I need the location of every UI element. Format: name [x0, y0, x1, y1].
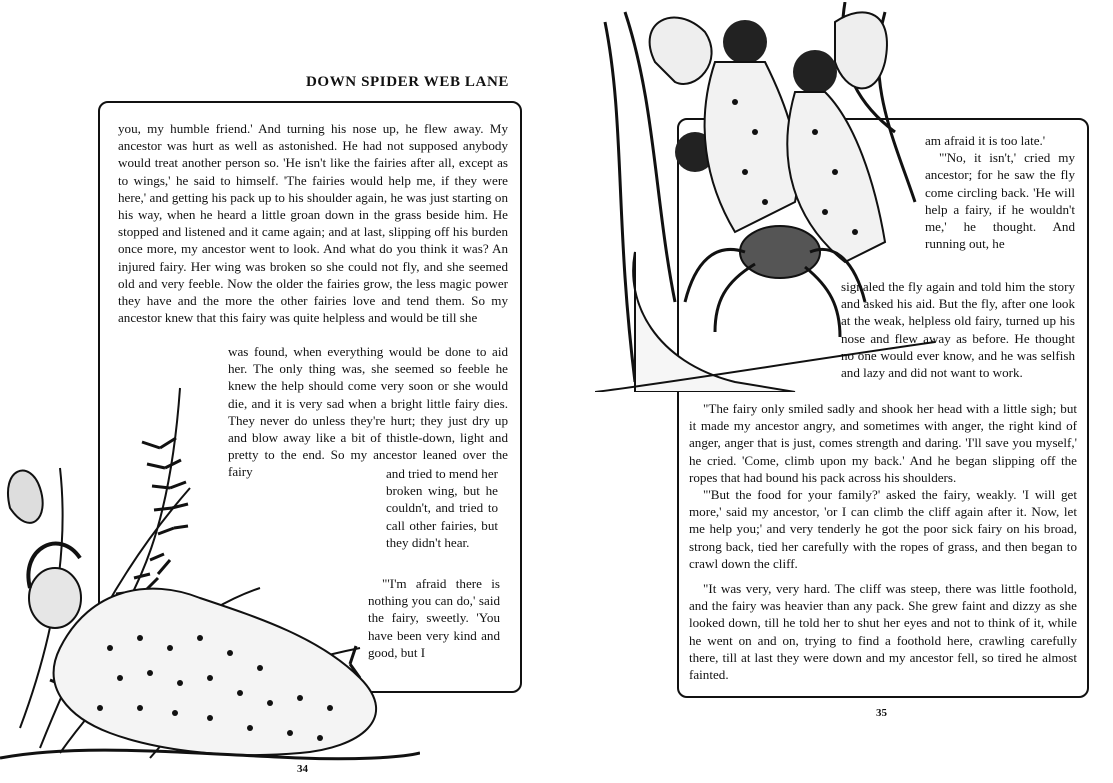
- page-number-left: 34: [297, 763, 308, 775]
- right-paragraph-1: "The fairy only smiled sadly and shook her head with a little sigh; but it made my ancestor angry, and sometimes with anger, the right kind of anger, anger that is just, comes strength and daring. 'I'll save you myself,' he cried. 'Come, climb upon my back.' And he began slipping off the ropes that had bound his pack across his shoulders.: [689, 401, 1077, 485]
- left-text-full: [118, 120, 508, 326]
- right-paragraph-top-2: "'No, it isn't,' cried my ancestor; for he saw the fly come circling back. 'He will help a fairy, if he wouldn't me,' he thought. And running out, he: [925, 150, 1075, 252]
- left-paragraph-2: was found, when everything would be done to aid her. The only thing was, she seemed so feeble he knew the help should come very soon or she would die, and it is very sad when a bright little fairy dies. They never do unless they're hurt; they just dry up and blow away like a bit of thistle-down, light and pretty to the end. So my ancestor leaned over the fairy: [228, 344, 508, 480]
- right-text-top: [925, 132, 1075, 252]
- running-head: DOWN SPIDER WEB LANE: [306, 74, 510, 90]
- left-paragraph-3: and tried to mend her broken wing, but he couldn't, and tried to call other fairies, but they didn't hear.: [386, 466, 498, 550]
- fern-fairy-illustration: [0, 348, 420, 768]
- page-number-right: 35: [876, 707, 887, 719]
- left-quote-paragraph: "'I'm afraid there is nothing you can do,' said the fairy, sweetly. 'You have been very kind and good, but I: [368, 576, 500, 660]
- left-page: [0, 0, 540, 783]
- right-paragraph-top: am afraid it is too late.': [925, 133, 1046, 148]
- left-paragraph-1: you, my humble friend.' And turning his nose up, he flew away. My ancestor was hurt as well as astonished. He had not supposed anybody would treat another person so. 'He isn't like the fairies after all, except as to wings,' he said to himself. 'The fairies would help me, if they were here,' and getting his pack up to his shoulder again, he was just starting on his way, when he heard a little groan down in the grass beside him. He stopped and listened and it came again; and at last, slipping off his burden once more, my ancestor went to look. And what do you think it was? An injured fairy. Her wing was broken so she could not fly, and she seemed old and very feeble. Now the older the fairies grow, the less magic power they have and the more the other fairies love and tend them. So my ancestor knew that this fairy was quite helpless and would be till she: [118, 121, 508, 326]
- right-paragraph-3: "It was very, very hard. The cliff was steep, there was little foothold, and the fairy was heavier than any pack. She grew faint and dizzy as she looked down, till he told her to shut her eyes and not to think of it, while he went on and on, trying to find a foothold here, crawling carefully there, till at last they were down and my ancestor fell, so tired he almost fainted.: [689, 581, 1077, 683]
- right-text-mid: [841, 278, 1075, 381]
- right-paragraph-mid: signaled the fly again and told him the story and asked his aid. But the fly, after one look at the weak, helpless old fairy, turned up his nose and flew away as before. He thought no one would ever know, and he was selfish and lazy and did not want to work.: [841, 279, 1075, 381]
- right-page: [575, 0, 1113, 783]
- right-paragraph-2: "'But the food for your family?' asked the fairy, weakly. 'I will get more,' said my ancestor, 'or I can climb the cliff again after it. Now, let me help you;' and very tenderly he got the poor sick fairy on his broad, strong back, tied her carefully with the ropes of grass, and then began to crawl down the cliff.: [689, 487, 1077, 571]
- right-text-full: [689, 400, 1077, 683]
